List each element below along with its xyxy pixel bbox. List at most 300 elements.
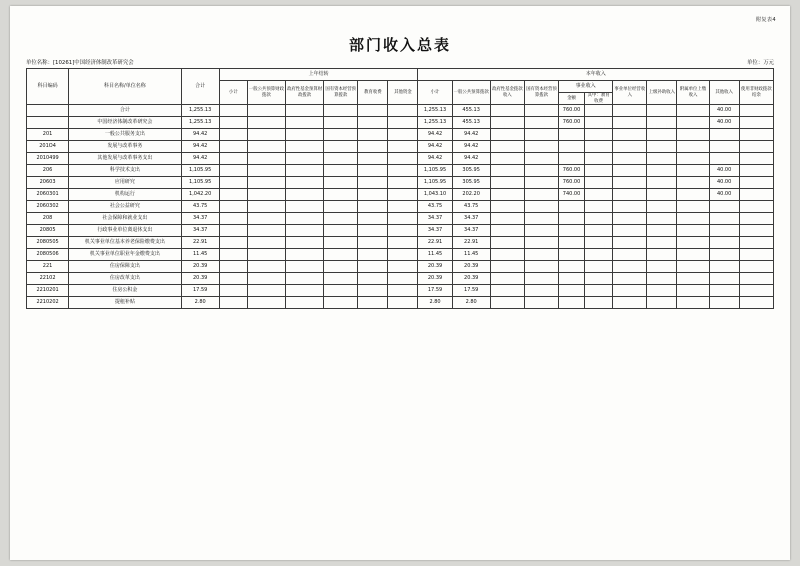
cell-ly-fund bbox=[285, 141, 323, 153]
cell-ty-superior bbox=[647, 297, 677, 309]
cell-ty-biz-amount bbox=[559, 237, 585, 249]
cell-ly-soe bbox=[324, 285, 358, 297]
cell-ly-edu bbox=[358, 225, 388, 237]
th-ty-other-income: 其他收入 bbox=[709, 81, 739, 105]
cell-ly-other bbox=[388, 117, 418, 129]
cell-ly-fund bbox=[285, 285, 323, 297]
cell-ty-subord bbox=[677, 249, 709, 261]
cell-ty-bizop bbox=[613, 189, 647, 201]
cell-ly-edu bbox=[358, 201, 388, 213]
cell-ly-soe bbox=[324, 153, 358, 165]
cell-ty-biz-edu bbox=[585, 165, 613, 177]
cell-ty-other bbox=[709, 297, 739, 309]
cell-code: 22102 bbox=[27, 273, 69, 285]
cell-ly-general bbox=[247, 213, 285, 225]
cell-ty-subtotal: 11.45 bbox=[418, 249, 452, 261]
cell-ty-other bbox=[709, 249, 739, 261]
cell-ty-other: 40.00 bbox=[709, 105, 739, 117]
cell-ly-subtotal bbox=[219, 213, 247, 225]
th-ly-soe: 国有资本经营预算拨款 bbox=[324, 81, 358, 105]
cell-ly-edu bbox=[358, 189, 388, 201]
cell-total: 94.42 bbox=[181, 153, 219, 165]
cell-ly-subtotal bbox=[219, 225, 247, 237]
cell-code: 2080506 bbox=[27, 249, 69, 261]
cell-ly-other bbox=[388, 165, 418, 177]
cell-ly-soe bbox=[324, 237, 358, 249]
cell-ty-subord bbox=[677, 177, 709, 189]
cell-ly-soe bbox=[324, 117, 358, 129]
cell-ly-edu bbox=[358, 105, 388, 117]
cell-ty-superior bbox=[647, 249, 677, 261]
th-total: 合计 bbox=[181, 69, 219, 105]
cell-ly-fund bbox=[285, 177, 323, 189]
th-group-this-year: 本年收入 bbox=[418, 69, 774, 81]
cell-ly-other bbox=[388, 237, 418, 249]
cell-ty-subord bbox=[677, 297, 709, 309]
cell-ty-surplus bbox=[739, 273, 773, 285]
cell-ly-fund bbox=[285, 237, 323, 249]
th-ly-edu: 教育收费 bbox=[358, 81, 388, 105]
table-row bbox=[27, 201, 774, 213]
cell-ty-biz-edu bbox=[585, 273, 613, 285]
cell-ty-other: 40.00 bbox=[709, 177, 739, 189]
cell-code: 2060301 bbox=[27, 189, 69, 201]
cell-ty-general: 34.37 bbox=[452, 213, 490, 225]
cell-ty-general: 305.95 bbox=[452, 177, 490, 189]
cell-ly-other bbox=[388, 273, 418, 285]
table-row bbox=[27, 225, 774, 237]
cell-ty-soe bbox=[524, 105, 558, 117]
cell-ty-biz-edu bbox=[585, 297, 613, 309]
page-title: 部门收入总表 bbox=[348, 36, 451, 54]
cell-ty-bizop bbox=[613, 105, 647, 117]
cell-ly-general bbox=[247, 189, 285, 201]
cell-name: 应用研究 bbox=[69, 177, 181, 189]
cell-ty-other bbox=[709, 225, 739, 237]
cell-name: 中国经济体制改革研究会 bbox=[69, 117, 181, 129]
cell-name: 住房公积金 bbox=[69, 285, 181, 297]
cell-ty-biz-edu bbox=[585, 201, 613, 213]
cell-ty-soe bbox=[524, 225, 558, 237]
cell-ty-biz-amount bbox=[559, 201, 585, 213]
cell-ly-subtotal bbox=[219, 105, 247, 117]
cell-ty-bizop bbox=[613, 141, 647, 153]
cell-ly-soe bbox=[324, 177, 358, 189]
cell-ly-edu bbox=[358, 237, 388, 249]
th-ty-general: 一般公共预算拨款 bbox=[452, 81, 490, 105]
th-ty-nonfiscal-surplus: 使用非财政拨款结余 bbox=[739, 81, 773, 105]
cell-ly-fund bbox=[285, 297, 323, 309]
th-ly-fund: 政府性基金预算财政拨款 bbox=[285, 81, 323, 105]
cell-ty-soe bbox=[524, 237, 558, 249]
cell-ly-other bbox=[388, 153, 418, 165]
cell-ly-fund bbox=[285, 165, 323, 177]
cell-name: 社会保障和就业支出 bbox=[69, 213, 181, 225]
cell-ly-other bbox=[388, 225, 418, 237]
cell-total: 1,105.95 bbox=[181, 165, 219, 177]
cell-ly-fund bbox=[285, 225, 323, 237]
cell-ty-biz-amount bbox=[559, 273, 585, 285]
cell-ly-edu bbox=[358, 261, 388, 273]
cell-ty-bizop bbox=[613, 117, 647, 129]
cell-ty-biz-edu bbox=[585, 189, 613, 201]
cell-ly-edu bbox=[358, 117, 388, 129]
cell-ty-superior bbox=[647, 273, 677, 285]
cell-ty-subord bbox=[677, 213, 709, 225]
cell-ly-other bbox=[388, 129, 418, 141]
cell-ty-biz-amount bbox=[559, 129, 585, 141]
cell-ly-edu bbox=[358, 273, 388, 285]
cell-ty-bizop bbox=[613, 273, 647, 285]
cell-ly-general bbox=[247, 261, 285, 273]
table-row bbox=[27, 249, 774, 261]
cell-ty-biz-amount bbox=[559, 213, 585, 225]
cell-ty-general: 22.91 bbox=[452, 237, 490, 249]
cell-ty-fund bbox=[490, 261, 524, 273]
table-row bbox=[27, 141, 774, 153]
cell-code: 2210201 bbox=[27, 285, 69, 297]
document-page bbox=[10, 6, 790, 560]
cell-ty-soe bbox=[524, 141, 558, 153]
cell-ly-general bbox=[247, 297, 285, 309]
cell-ty-superior bbox=[647, 237, 677, 249]
cell-ty-bizop bbox=[613, 129, 647, 141]
cell-ty-subord bbox=[677, 105, 709, 117]
table-row bbox=[27, 117, 774, 129]
cell-ty-other: 40.00 bbox=[709, 189, 739, 201]
cell-ty-biz-edu bbox=[585, 117, 613, 129]
cell-ty-bizop bbox=[613, 237, 647, 249]
cell-ty-bizop bbox=[613, 285, 647, 297]
th-ty-biz-edu: 其中：教育收费 bbox=[585, 93, 613, 105]
cell-ly-subtotal bbox=[219, 249, 247, 261]
cell-name: 住房改革支出 bbox=[69, 273, 181, 285]
cell-ly-general bbox=[247, 105, 285, 117]
cell-ly-subtotal bbox=[219, 141, 247, 153]
cell-code bbox=[27, 117, 69, 129]
cell-ly-other bbox=[388, 189, 418, 201]
cell-ty-biz-edu bbox=[585, 237, 613, 249]
cell-ty-soe bbox=[524, 261, 558, 273]
cell-ty-biz-edu bbox=[585, 141, 613, 153]
cell-ty-other bbox=[709, 237, 739, 249]
cell-ty-soe bbox=[524, 201, 558, 213]
cell-name: 住房保障支出 bbox=[69, 261, 181, 273]
cell-ty-fund bbox=[490, 129, 524, 141]
cell-ty-other bbox=[709, 141, 739, 153]
cell-ty-fund bbox=[490, 105, 524, 117]
cell-ly-soe bbox=[324, 189, 358, 201]
cell-ty-fund bbox=[490, 165, 524, 177]
cell-ty-other bbox=[709, 201, 739, 213]
cell-ty-biz-edu bbox=[585, 105, 613, 117]
th-code: 科目编码 bbox=[27, 69, 69, 105]
cell-total: 11.45 bbox=[181, 249, 219, 261]
cell-ty-subtotal: 94.42 bbox=[418, 141, 452, 153]
cell-ly-other bbox=[388, 261, 418, 273]
th-ly-general: 一般公共预算财政拨款 bbox=[247, 81, 285, 105]
cell-ly-edu bbox=[358, 165, 388, 177]
cell-name: 其他发展与改革事务支出 bbox=[69, 153, 181, 165]
cell-ty-superior bbox=[647, 105, 677, 117]
cell-name: 机关事业单位基本养老保险缴费支出 bbox=[69, 237, 181, 249]
cell-ty-bizop bbox=[613, 177, 647, 189]
cell-ly-general bbox=[247, 141, 285, 153]
cell-ly-soe bbox=[324, 273, 358, 285]
cell-total: 1,255.13 bbox=[181, 105, 219, 117]
th-ty-superior-subsidy: 上级补助收入 bbox=[647, 81, 677, 105]
cell-ly-fund bbox=[285, 129, 323, 141]
cell-ly-other bbox=[388, 201, 418, 213]
cell-ly-other bbox=[388, 141, 418, 153]
cell-ty-biz-edu bbox=[585, 213, 613, 225]
cell-ty-superior bbox=[647, 153, 677, 165]
cell-ly-subtotal bbox=[219, 261, 247, 273]
cell-ty-surplus bbox=[739, 261, 773, 273]
table-row bbox=[27, 153, 774, 165]
table-row bbox=[27, 105, 774, 117]
cell-ty-fund bbox=[490, 249, 524, 261]
cell-ly-general bbox=[247, 249, 285, 261]
unit-name-label: 单位名称：[10261]中国经济体制改革研究会 bbox=[26, 60, 134, 66]
cell-ty-fund bbox=[490, 153, 524, 165]
cell-ty-subord bbox=[677, 225, 709, 237]
cell-code: 201 bbox=[27, 129, 69, 141]
cell-code: 221 bbox=[27, 261, 69, 273]
table-row bbox=[27, 189, 774, 201]
cell-total: 2.80 bbox=[181, 297, 219, 309]
cell-ly-other bbox=[388, 213, 418, 225]
cell-ty-superior bbox=[647, 189, 677, 201]
cell-ty-fund bbox=[490, 225, 524, 237]
cell-ty-surplus bbox=[739, 237, 773, 249]
cell-ty-surplus bbox=[739, 285, 773, 297]
cell-ly-fund bbox=[285, 261, 323, 273]
cell-ty-soe bbox=[524, 249, 558, 261]
cell-ty-other: 40.00 bbox=[709, 117, 739, 129]
cell-code: 206 bbox=[27, 165, 69, 177]
cell-ty-fund bbox=[490, 141, 524, 153]
cell-code: 20805 bbox=[27, 225, 69, 237]
cell-ty-biz-edu bbox=[585, 285, 613, 297]
cell-ty-fund bbox=[490, 297, 524, 309]
cell-ly-soe bbox=[324, 225, 358, 237]
cell-ty-biz-amount bbox=[559, 153, 585, 165]
cell-ly-fund bbox=[285, 153, 323, 165]
cell-total: 94.42 bbox=[181, 141, 219, 153]
table-row bbox=[27, 261, 774, 273]
cell-ly-subtotal bbox=[219, 153, 247, 165]
cell-code bbox=[27, 105, 69, 117]
cell-ly-edu bbox=[358, 153, 388, 165]
cell-ly-edu bbox=[358, 129, 388, 141]
cell-ly-subtotal bbox=[219, 273, 247, 285]
cell-ty-other bbox=[709, 213, 739, 225]
cell-ly-subtotal bbox=[219, 237, 247, 249]
cell-ly-subtotal bbox=[219, 177, 247, 189]
cell-ty-superior bbox=[647, 177, 677, 189]
cell-ty-surplus bbox=[739, 297, 773, 309]
cell-ly-general bbox=[247, 225, 285, 237]
cell-ty-bizop bbox=[613, 153, 647, 165]
cell-ly-fund bbox=[285, 117, 323, 129]
cell-ty-subord bbox=[677, 285, 709, 297]
cell-ty-subtotal: 17.59 bbox=[418, 285, 452, 297]
table-row bbox=[27, 273, 774, 285]
cell-ty-other bbox=[709, 285, 739, 297]
cell-ly-subtotal bbox=[219, 297, 247, 309]
cell-ly-edu bbox=[358, 297, 388, 309]
cell-ty-other: 40.00 bbox=[709, 165, 739, 177]
cell-total: 94.42 bbox=[181, 129, 219, 141]
cell-ly-subtotal bbox=[219, 285, 247, 297]
cell-name: 机构运行 bbox=[69, 189, 181, 201]
cell-ly-edu bbox=[358, 141, 388, 153]
cell-name: 社会公益研究 bbox=[69, 201, 181, 213]
cell-ty-subtotal: 34.37 bbox=[418, 225, 452, 237]
cell-ty-fund bbox=[490, 189, 524, 201]
cell-ty-soe bbox=[524, 273, 558, 285]
cell-ly-subtotal bbox=[219, 165, 247, 177]
cell-name: 一般公共服务支出 bbox=[69, 129, 181, 141]
cell-ty-general: 11.45 bbox=[452, 249, 490, 261]
cell-ty-subtotal: 1,255.13 bbox=[418, 105, 452, 117]
cell-ty-surplus bbox=[739, 129, 773, 141]
cell-ty-superior bbox=[647, 285, 677, 297]
cell-ly-edu bbox=[358, 177, 388, 189]
cell-ly-soe bbox=[324, 249, 358, 261]
th-group-last-year: 上年结转 bbox=[219, 69, 418, 81]
cell-ty-biz-amount: 760.00 bbox=[559, 165, 585, 177]
unit-measure-label: 单位：万元 bbox=[747, 60, 774, 66]
cell-ty-subord bbox=[677, 141, 709, 153]
th-name: 科目名称/单位名称 bbox=[69, 69, 181, 105]
cell-ly-general bbox=[247, 237, 285, 249]
cell-ly-other bbox=[388, 297, 418, 309]
cell-ty-biz-amount bbox=[559, 225, 585, 237]
cell-ty-soe bbox=[524, 117, 558, 129]
cell-ly-general bbox=[247, 165, 285, 177]
cell-ty-subord bbox=[677, 129, 709, 141]
cell-ty-biz-amount: 760.00 bbox=[559, 105, 585, 117]
cell-code: 2210202 bbox=[27, 297, 69, 309]
cell-ty-superior bbox=[647, 141, 677, 153]
cell-ly-subtotal bbox=[219, 117, 247, 129]
cell-ty-bizop bbox=[613, 213, 647, 225]
cell-ly-other bbox=[388, 249, 418, 261]
income-summary-table bbox=[26, 68, 774, 309]
cell-name: 机关事业单位职业年金缴费支出 bbox=[69, 249, 181, 261]
th-ty-business-operation: 事业单位经营收入 bbox=[613, 81, 647, 105]
cell-ty-soe bbox=[524, 297, 558, 309]
th-ty-fund: 政府性基金拨款收入 bbox=[490, 81, 524, 105]
cell-ty-surplus bbox=[739, 177, 773, 189]
cell-ly-general bbox=[247, 177, 285, 189]
table-row bbox=[27, 237, 774, 249]
cell-ty-fund bbox=[490, 285, 524, 297]
cell-ty-surplus bbox=[739, 165, 773, 177]
cell-ly-soe bbox=[324, 165, 358, 177]
cell-ty-biz-amount bbox=[559, 141, 585, 153]
cell-total: 34.37 bbox=[181, 213, 219, 225]
cell-ty-surplus bbox=[739, 105, 773, 117]
cell-ty-fund bbox=[490, 117, 524, 129]
cell-name: 行政事业单位离退休支出 bbox=[69, 225, 181, 237]
cell-ty-subord bbox=[677, 261, 709, 273]
cell-total: 1,105.95 bbox=[181, 177, 219, 189]
cell-ty-surplus bbox=[739, 117, 773, 129]
cell-ly-subtotal bbox=[219, 201, 247, 213]
cell-ty-subtotal: 1,105.95 bbox=[418, 165, 452, 177]
cell-ly-fund bbox=[285, 249, 323, 261]
th-ty-soe: 国有资本经营预算拨款 bbox=[524, 81, 558, 105]
cell-ty-soe bbox=[524, 177, 558, 189]
cell-ty-surplus bbox=[739, 225, 773, 237]
table-row bbox=[27, 285, 774, 297]
cell-ty-general: 34.37 bbox=[452, 225, 490, 237]
cell-total: 22.91 bbox=[181, 237, 219, 249]
cell-ty-subord bbox=[677, 189, 709, 201]
th-ly-other: 其他资金 bbox=[388, 81, 418, 105]
cell-ly-fund bbox=[285, 213, 323, 225]
cell-ty-biz-edu bbox=[585, 249, 613, 261]
cell-total: 17.59 bbox=[181, 285, 219, 297]
cell-ty-general: 305.95 bbox=[452, 165, 490, 177]
cell-ly-general bbox=[247, 129, 285, 141]
cell-ty-subtotal: 20.39 bbox=[418, 261, 452, 273]
cell-name: 发展与改革事务 bbox=[69, 141, 181, 153]
cell-ty-surplus bbox=[739, 201, 773, 213]
cell-ty-subtotal: 34.37 bbox=[418, 213, 452, 225]
cell-ty-general: 43.75 bbox=[452, 201, 490, 213]
cell-total: 20.39 bbox=[181, 261, 219, 273]
cell-ty-general: 20.39 bbox=[452, 273, 490, 285]
cell-ty-biz-amount: 760.00 bbox=[559, 177, 585, 189]
cell-ty-subord bbox=[677, 201, 709, 213]
cell-ty-subord bbox=[677, 117, 709, 129]
cell-ty-other bbox=[709, 153, 739, 165]
cell-ty-general: 94.42 bbox=[452, 129, 490, 141]
cell-ty-biz-amount bbox=[559, 297, 585, 309]
cell-name: 科学技术支出 bbox=[69, 165, 181, 177]
cell-ty-subord bbox=[677, 273, 709, 285]
cell-ty-subtotal: 1,043.10 bbox=[418, 189, 452, 201]
cell-ty-bizop bbox=[613, 249, 647, 261]
cell-ty-biz-edu bbox=[585, 177, 613, 189]
cell-ty-soe bbox=[524, 189, 558, 201]
cell-code: 201O4 bbox=[27, 141, 69, 153]
cell-ly-general bbox=[247, 285, 285, 297]
table-row bbox=[27, 165, 774, 177]
th-ly-subtotal: 小计 bbox=[219, 81, 247, 105]
table-body bbox=[27, 105, 774, 309]
cell-ty-biz-amount bbox=[559, 285, 585, 297]
cell-ty-soe bbox=[524, 165, 558, 177]
table-row bbox=[27, 129, 774, 141]
cell-ly-soe bbox=[324, 141, 358, 153]
cell-total: 1,042.20 bbox=[181, 189, 219, 201]
cell-ly-soe bbox=[324, 129, 358, 141]
cell-ty-general: 2.80 bbox=[452, 297, 490, 309]
cell-ty-other bbox=[709, 273, 739, 285]
cell-ty-subtotal: 1,105.95 bbox=[418, 177, 452, 189]
cell-total: 1,255.13 bbox=[181, 117, 219, 129]
cell-name: 合计 bbox=[69, 105, 181, 117]
th-ty-biz-amount: 金额 bbox=[559, 93, 585, 105]
cell-ty-fund bbox=[490, 237, 524, 249]
cell-ly-other bbox=[388, 177, 418, 189]
cell-ly-edu bbox=[358, 285, 388, 297]
